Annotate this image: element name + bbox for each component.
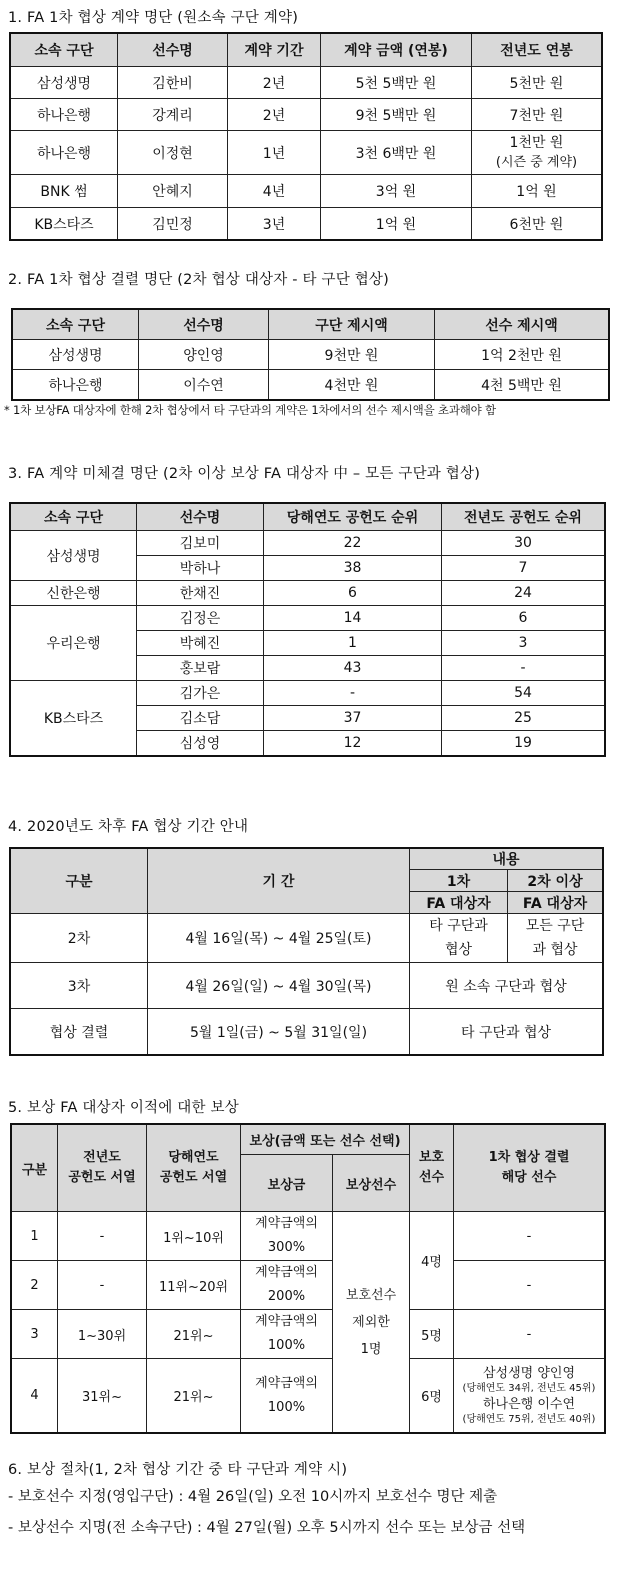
header-second-fa-target: FA 대상자 [508,892,603,914]
content-line: 모든 구단 [525,918,585,934]
cell-period: 4년 [228,175,321,208]
cell-team: 하나은행 [11,131,118,175]
cell-no: 2 [12,1261,58,1310]
cell-current-rank: 21위~ [147,1359,241,1433]
cell-second-content [508,914,603,963]
header-prev-salary: 전년도 연봉 [472,34,602,67]
cell-player: 김민정 [118,208,228,240]
failed-player-rank: (당해연도 75위, 전년도 40위) [462,1413,596,1425]
table-row [12,1212,605,1261]
comp-player-line: 보호선수 [345,1287,397,1303]
cell-failed-player [454,1359,605,1433]
cell-prev-rank: 30 [442,531,605,556]
table-row [11,606,605,631]
cell-amount: 3천 6백만 원 [321,131,472,175]
cell-failed-player: - [454,1212,605,1261]
header-contract-amount: 계약 금액 (연봉) [321,34,472,67]
cell-period: 2년 [228,67,321,99]
cell-no: 1 [12,1212,58,1261]
cell-current-rank: 37 [264,706,442,731]
cell-amount: 1억 원 [321,208,472,240]
table-row [11,208,602,240]
cell-player-offer: 1억 2천만 원 [435,340,609,370]
section3-title: 3. FA 계약 미체결 명단 (2차 이상 보상 FA 대상자 中 – 모든 구단과 협상) [8,466,481,482]
cell-current-rank: 6 [264,581,442,606]
cell-prev-salary: 7천만 원 [472,99,602,131]
cell-period: 3년 [228,208,321,240]
table-row [11,99,602,131]
cell-failed-player: - [454,1261,605,1310]
header-content: 내용 [410,849,603,870]
cell-player: 강계리 [118,99,228,131]
cell-player: 박혜진 [137,631,264,656]
cell-first-content [410,914,508,963]
cell-prev-rank: 6 [442,606,605,631]
cell-team: 하나은행 [11,99,118,131]
cell-amount: 3억 원 [321,175,472,208]
money-line: 200% [267,1289,306,1304]
section1-title: 1. FA 1차 협상 계약 명단 (원소속 구단 계약) [8,10,299,26]
cell-prev-rank: - [58,1261,147,1310]
cell-prev-salary: 1억 원 [472,175,602,208]
header-line: 1차 협상 결렬 [488,1150,570,1165]
fa-negotiation-failed-table [12,309,609,400]
header-club-offer: 구단 제시액 [269,310,435,340]
header-period: 기 간 [148,849,410,914]
table-row [11,531,605,556]
cell-prev-rank: 24 [442,581,605,606]
cell-content: 타 구단과 협상 [410,1009,603,1055]
cell-prev-rank: 25 [442,706,605,731]
money-line: 100% [267,1338,306,1353]
section5-title: 5. 보상 FA 대상자 이적에 대한 보상 [8,1100,239,1116]
cell-player: 심성영 [137,731,264,756]
money-line: 계약금액의 [255,1216,318,1231]
fa-first-contract-table [10,33,602,240]
cell-comp-player [333,1212,410,1433]
cell-team: KB스타즈 [11,208,118,240]
cell-content: 원 소속 구단과 협상 [410,963,603,1009]
table-row [11,914,603,963]
header-player: 선수명 [137,504,264,531]
cell-comp-money [241,1212,333,1261]
cell-team: 삼성생명 [11,67,118,99]
cell-player: 김보미 [137,531,264,556]
header-team: 소속 구단 [11,504,137,531]
cell-prev-rank: 19 [442,731,605,756]
header-line: 전년도 [83,1150,121,1165]
header-player-offer: 선수 제시액 [435,310,609,340]
cell-no: 4 [12,1359,58,1433]
cell-current-rank: - [264,681,442,706]
cell-player: 홍보람 [137,656,264,681]
cell-gubun: 3차 [11,963,148,1009]
content-line: 타 구단과 [429,918,488,934]
cell-club-offer: 9천만 원 [269,340,435,370]
table-row [12,1359,605,1433]
header-player: 선수명 [118,34,228,67]
cell-player: 이수연 [139,370,269,400]
header-comp-money: 보상금 [241,1155,333,1212]
cell-current-rank: 38 [264,556,442,581]
fa-compensation-table [11,1124,605,1433]
cell-prev-rank: 54 [442,681,605,706]
cell-team: 우리은행 [11,606,137,681]
cell-current-rank: 1위~10위 [147,1212,241,1261]
table-row [13,370,609,400]
cell-team: 신한은행 [11,581,137,606]
cell-comp-money [241,1261,333,1310]
cell-club-offer: 4천만 원 [269,370,435,400]
cell-protected: 6명 [410,1359,454,1433]
header-gubun: 구분 [12,1125,58,1212]
money-line: 계약금액의 [255,1375,318,1391]
money-line: 계약금액의 [255,1265,318,1280]
cell-current-rank: 22 [264,531,442,556]
failed-player-line: 하나은행 이수연 [482,1396,576,1412]
cell-period: 5월 1일(금) ~ 5월 31일(일) [148,1009,410,1055]
cell-current-rank: 21위~ [147,1310,241,1359]
cell-failed-player: - [454,1310,605,1359]
table-row [11,581,605,606]
header-team: 소속 구단 [11,34,118,67]
header-compensation: 보상(금액 또는 선수 선택) [241,1125,410,1155]
cell-period: 4월 16일(목) ~ 4월 25일(토) [148,914,410,963]
fa-period-table [10,848,603,1055]
table-row [12,1310,605,1359]
content-line: 과 협상 [532,942,578,958]
procedure-line-2: - 보상선수 지명(전 소속구단) : 4월 27일(월) 오후 5시까지 선수 또는 보상금 선택 [8,1520,526,1536]
cell-current-rank: 14 [264,606,442,631]
cell-prev-rank: 1~30위 [58,1310,147,1359]
cell-current-rank: 11위~20위 [147,1261,241,1310]
cell-player: 안혜지 [118,175,228,208]
cell-player: 양인영 [139,340,269,370]
table-row [12,1261,605,1310]
cell-player-offer: 4천 5백만 원 [435,370,609,400]
cell-team: BNK 썸 [11,175,118,208]
cell-period: 1년 [228,131,321,175]
cell-player: 이정현 [118,131,228,175]
section2-footnote: * 1차 보상FA 대상자에 한해 2차 협상에서 타 구단과의 계약은 1차에서의 선수 제시액을 초과해야 함 [4,403,496,417]
section6-title: 6. 보상 절차(1, 2차 협상 기간 중 타 구단과 계약 시) [8,1462,348,1478]
cell-amount: 5천 5백만 원 [321,67,472,99]
header-line: 보호 [418,1150,445,1165]
header-current-rank: 당해연도 공헌도 순위 [264,504,442,531]
cell-period: 4월 26일(일) ~ 4월 30일(목) [148,963,410,1009]
cell-prev-rank: 3 [442,631,605,656]
procedure-line-1: - 보호선수 지정(영입구단) : 4월 26일(일) 오전 10시까지 보호선수 명단 제출 [8,1489,498,1505]
table-row [11,681,605,706]
table-row [11,175,602,208]
cell-period: 2년 [228,99,321,131]
header-line: 공헌도 서열 [68,1170,136,1185]
cell-protected: 4명 [410,1212,454,1310]
cell-player: 김가은 [137,681,264,706]
cell-player: 김정은 [137,606,264,631]
cell-team: 삼성생명 [13,340,139,370]
header-contract-period: 계약 기간 [228,34,321,67]
cell-gubun: 협상 결렬 [11,1009,148,1055]
prev-salary-value: 1천만 원 [509,134,564,151]
header-team: 소속 구단 [13,310,139,340]
failed-player-line: 삼성생명 양인영 [482,1365,576,1381]
cell-team: KB스타즈 [11,681,137,756]
cell-player: 김소담 [137,706,264,731]
header-protected [410,1125,454,1212]
table-row [11,67,602,99]
header-player: 선수명 [139,310,269,340]
cell-prev-salary: 6천만 원 [472,208,602,240]
cell-current-rank: 1 [264,631,442,656]
header-first-fa: 1차 [410,870,508,892]
comp-player-line: 제외한 [352,1314,390,1330]
table-row [11,963,603,1009]
cell-prev-rank: - [442,656,605,681]
cell-protected: 5명 [410,1310,454,1359]
cell-prev-salary [472,131,602,175]
header-line: 공헌도 서열 [159,1170,228,1185]
cell-team: 하나은행 [13,370,139,400]
header-line: 해당 선수 [501,1170,557,1185]
cell-comp-money [241,1359,333,1433]
cell-player: 한채진 [137,581,264,606]
header-line: 당해연도 [168,1150,219,1165]
cell-amount: 9천 5백만 원 [321,99,472,131]
cell-prev-salary: 5천만 원 [472,67,602,99]
cell-gubun: 2차 [11,914,148,963]
money-line: 100% [267,1399,306,1415]
table-row [11,131,602,175]
content-line: 협상 [444,942,473,958]
table-row [11,1009,603,1055]
header-failed-players [454,1125,605,1212]
section4-title: 4. 2020년도 차후 FA 협상 기간 안내 [8,819,249,835]
header-line: 선수 [418,1170,445,1185]
header-current-rank [147,1125,241,1212]
cell-team: 삼성생명 [11,531,137,581]
header-first-fa-target: FA 대상자 [410,892,508,914]
header-prev-rank: 전년도 공헌도 순위 [442,504,605,531]
failed-player-rank: (당해연도 34위, 전년도 45위) [462,1382,596,1394]
header-gubun: 구분 [11,849,148,914]
comp-player-line: 1명 [360,1341,382,1357]
header-comp-player: 보상선수 [333,1155,410,1212]
cell-current-rank: 43 [264,656,442,681]
header-second-fa: 2차 이상 [508,870,603,892]
cell-prev-rank: - [58,1212,147,1261]
money-line: 300% [267,1240,306,1255]
money-line: 계약금액의 [255,1314,318,1329]
cell-player: 김한비 [118,67,228,99]
header-prev-rank [58,1125,147,1212]
prev-salary-note: (시즌 중 계약) [495,154,578,170]
cell-no: 3 [12,1310,58,1359]
cell-current-rank: 12 [264,731,442,756]
fa-unsigned-table [10,503,605,756]
cell-prev-rank: 31위~ [58,1359,147,1433]
cell-prev-rank: 7 [442,556,605,581]
section2-title: 2. FA 1차 협상 결렬 명단 (2차 협상 대상자 - 타 구단 협상) [8,272,389,288]
cell-comp-money [241,1310,333,1359]
table-row [13,340,609,370]
cell-player: 박하나 [137,556,264,581]
